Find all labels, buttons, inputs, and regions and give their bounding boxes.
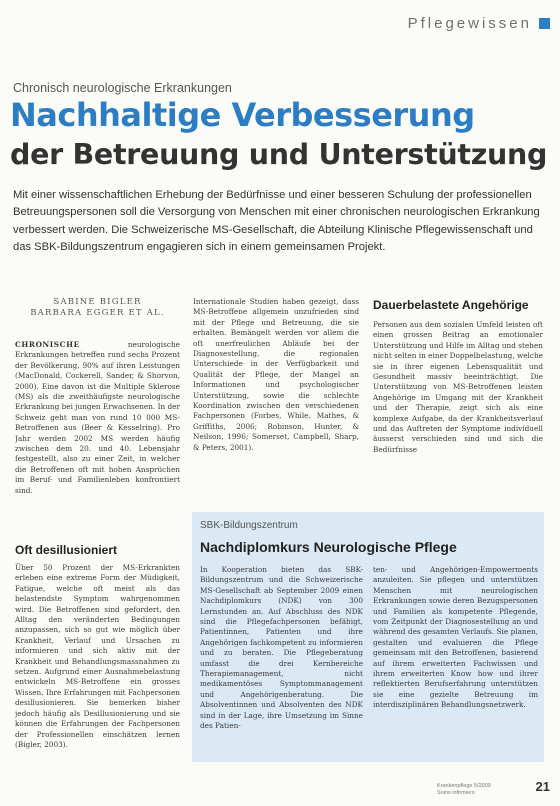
author-2: BARBARA EGGER ET AL. (30, 308, 165, 318)
footer-journal (437, 783, 491, 796)
article-lead: Mit einer wissenschaftlichen Erhebung der Bedürfnisse und einer besseren Schulung der professionellen Betreuungspersonen soll die Versorgung von Menschen mit einer chronischen neurologischen Erkrankung verbessert werden. Die Schweizerische MS-Gesellschaft, die Abteilung Klinische Pflegewissenschaft und das SBK-Bildungszentrum engagieren sich in einem gemeinsamen Projekt. (13, 189, 540, 253)
section-label: Pflegewissen (407, 15, 532, 32)
drop-word: CHRONISCHE (15, 340, 80, 349)
page-number: 21 (535, 779, 550, 794)
subhead-oft-desillusioniert: Oft desillusioniert (15, 543, 118, 557)
body-column-2: Internationale Studien haben gezeigt, dass MS-Betroffene allgemein unzufrieden sind mit der Pflege und Betreuung, die sie erhalten. Bemängelt werden vor allem die oft unerfreulichen Abläufe bei der Diagnosestellung, die regionalen Unterschiede in der Verfügbarkeit und Qualität der Pflege, der Mangel an Informationen und psychologischer Unterstützung, sowie die schlechte Koordination zwischen den verschiedenen Fachpersonen (Forbes, While, Mathes, & Griffiths, 2006; Robinson, Hunter, & Neilson, 1996; Somerset, Campbell, Sharp, & Peters, 2001). (193, 297, 359, 452)
author-1: SABINE BIGLER (53, 297, 142, 307)
subhead-dauerbelastete-angehoerige: Dauerbelastete Angehörige (373, 298, 529, 312)
body-column-1b: Über 50 Prozent der MS-Erkrankten erleben eine extreme Form der Müdigkeit, Fatigue, welche oft meist als das belastendste Symptom wahrgenommen wird. Die Betroffenen sind gefordert, den Alltag den veränderten Bedingungen anzupassen, sich so gut wie möglich über Krankheit, Verlauf und Ursachen zu informieren und sich aktiv mit der Krankheit und Behandlungsmassnahmen zu setzen. Aufgrund einer Ausnahmebelastung entwickeln MS-Betroffene ein grosses Wissen. Ihre Erfahrungen mit Fachpersonen desillusionieren. Sie bemerken bisher jedoch häufig als Desillusionierung und sie können die Erfahrungen der Fachpersonen der Professionellen einschätzen lernen (Bigler, 2003). (15, 563, 180, 749)
sidebar-kicker: SBK-Bildungszentrum (200, 520, 298, 531)
body-column-3: Personen aus dem sozialen Umfeld leisten oft einen grossen Beitrag an emotionaler Unterstützung und Hilfe im Alltag und stehen nicht selten in einer Doppelbelastung, welche sie in ihrer eigenen Lebensqualität und Gesundheit massiv beeinträchtigt. Die Unterstützung von MS-Betroffenen leisten Angehörige im Umgang mit der Krankheit und der Therapie, zeigt sich als eine komplexe Aufgabe, da der Krankheitsverlauf und das Auftreten der Symptome individuell äusserst verschieden sind und sich die Bedürfnisse (373, 320, 543, 454)
article-title-line1: Nachhaltige Verbesserung (10, 96, 475, 134)
article-title-line2: der Betreuung und Unterstützung (10, 138, 548, 171)
body-column-1-text: neurologische Erkrankungen betreffen rund sechs Prozent der Bevölkerung, 90% auf ihren Leistungen (MacDonald, Cockerell, Sander, & Shorvon, 2000). Eine davon ist die Multiple Sklerose (MS) als die zweithäufigste neurologische Erkrankung bei jungen Erwachsenen. In der Schweiz geht man von rund 10 000 MS-Betroffenen aus (Beer & Kesselring). Pro Jahr werden 2002 MS werden häufig zwischen dem 20. und 40. Lebensjahr festgestellt, also zu einer Zeit, in welcher die Betroffenen oft mit hohen Ansprüchen im Beruf- und Familienleben konfrontiert sind. (15, 340, 180, 495)
sidebar-title: Nachdiplomkurs Neurologische Pflege (200, 539, 457, 555)
footer-journal-line1: Krankenpflege 5/2009 (437, 783, 491, 789)
article-kicker: Chronisch neurologische Erkrankungen (13, 81, 232, 95)
section-square-icon (539, 18, 550, 29)
footer-journal-line2: Soins infirmiers (437, 789, 475, 796)
body-column-1 (15, 340, 180, 496)
sidebar-column-2: ten- und Angehörigen-Empowerments anzuleiten. Sie pflegen und unterstützen Menschen mit neurologischen Erkrankungen sowie deren Bezugspersonen und Familien als kompetente Pflegende, vom Zeitpunkt der Diagnosestellung an und während des gesamten Verlaufs. Sie planen, gestalten und evaluieren die Pflege gemeinsam mit den Betroffenen, basierend auf ihrem erweiterten Fachwissen und ihrem erweiterten Know how und ihrer reflektierten Berufserfahrung unterstützen sie eine gezielte Betreuung im interdisziplinären Behandlungsnetzwerk. (373, 565, 538, 710)
sidebar-column-1: In Kooperation bieten das SBK-Bildungszentrum und die Schweizerische MS-Gesellschaft ab September 2009 einen Nachdiplomkurs (NDK) von 300 Lernstunden an. Auf Abschluss des NDK sind die Pflegefachpersonen befähigt, Patientinnen, Patienten und ihre Angehörigen fachkompetent zu informieren und zu beraten. Die Pflegeberatung umfasst die drei Kernbereiche Therapiemanagement, nicht medikamentöses Symptommanagement und Angehörigenberatung. Die Absolventinnen und Absolventen des NDK sind in der Lage, ihre Umsetzung im Sinne des Patien- (200, 565, 363, 731)
byline (15, 297, 180, 319)
